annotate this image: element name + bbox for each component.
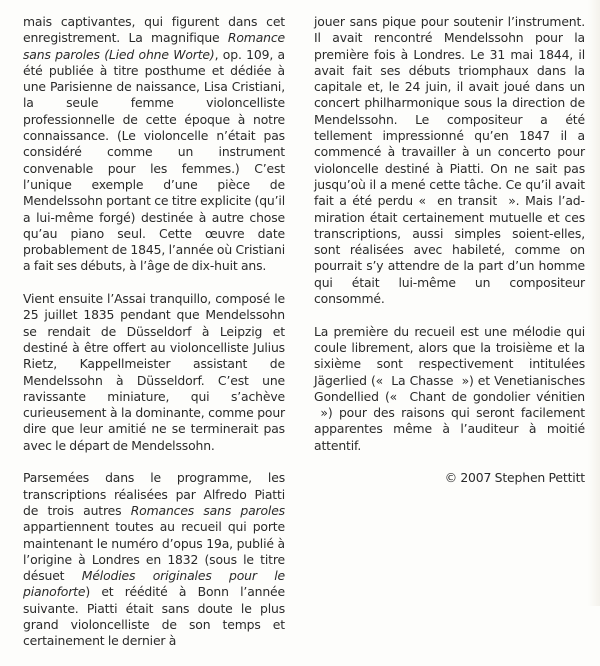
left-column <box>23 14 285 666</box>
paragraph-piatti-transcriptions: Parsemées dans le programme, les transcriptions réalisées par Alfredo Piatti de trois autres Romances sans paroles appartiennent toutes au recueil qui porte maintenant le numéro d’opus 19a, publié à l’origine à Londres en 1832 (sous le titre désuet Mélodies originales pour le pianoforte) et réédité à Bonn l’année suivante. Piatti était sans doute le plus grand violoncelliste de son temps et certainement le dernier à <box>23 470 285 649</box>
paragraph-piatti-mendelssohn: jouer sans pique pour soutenir l’instrument. Il avait rencontré Mendelssohn pour la première fois à Londres. Le 31 mai 1844, il avait fait ses débuts triomphaux dans la capitale et, le 24 juin, il avait joué dans un concert philharmonique sous la direction de Mendelssohn. Le compositeur a été tellement impressionné qu’en 1847 il a commencé à travailler à un concerto pour violoncelle destiné à Piatti. On ne sait pas jusqu’où il a mené cette tâche. Ce qu’il avait fait a été perdu « en transit ». Mais l’admiration était certainement mutuelle et ces transcriptions, aussi simples soient-elles, sont réalisées avec habileté, comme on pourrait s’y attendre de la part d’un homme qui était lui-même un compositeur consommé. <box>314 14 585 307</box>
paragraph-assai-tranquillo: Vient ensuite l’Assai tranquillo, composé le 25 juillet 1835 pendant que Mendelssohn se rendait de Düsseldorf à Leipzig et destiné à être offert au violoncelliste Julius Rietz, Kappellmeister assistant de Mendelssohn à Düsseldorf. C’est une ravissante miniature, qui s’achève curieusement à la dominante, comme pour dire que leur amitié ne se terminerait pas avec le départ de Mendelssohn. <box>23 291 285 453</box>
italic-title: Mélodies originales pour le pianoforte <box>23 568 285 600</box>
right-column <box>314 14 585 487</box>
page-edge-shadow <box>588 0 600 606</box>
paragraph-recueil-melodies: La première du recueil est une mélodie qui coule librement, alors que la troisième et la sixième sont respectivement intitulées Jägerlied (« La Chasse ») et Venetianisches Gondellied (« Chant de gondolier vénitien ») pour des raisons qui seront facilement apparentes même à l’auditeur à moitié attentif. <box>314 323 585 453</box>
copyright-signature: © 2007 Stephen Pettitt <box>444 470 585 486</box>
italic-title: Romance sans paroles (Lied ohne Worte) <box>23 30 285 62</box>
paragraph-lisa-cristiani: mais captivantes, qui figurent dans cet enregistrement. La magnifique Romance sans paroles (Lied ohne Worte), op. 109, a été publiée à titre posthume et dédiée à une Parisienne de naissance, Lisa Cristiani, la seule femme violoncelliste professionnelle de cette époque à notre connaissance. (Le violoncelle n’était pas considéré comme un instrument convenable pour les femmes.) C’est l’unique exemple d’une pièce de Mendelssohn portant ce titre explicite (qu’il a lui-même forgé) destinée à autre chose qu’au piano seul. Cette œuvre date probablement de 1845, l’année où Cristiani a fait ses débuts, à l’âge de dix-huit ans. <box>23 14 285 274</box>
italic-title: Romances sans paroles <box>130 502 285 518</box>
